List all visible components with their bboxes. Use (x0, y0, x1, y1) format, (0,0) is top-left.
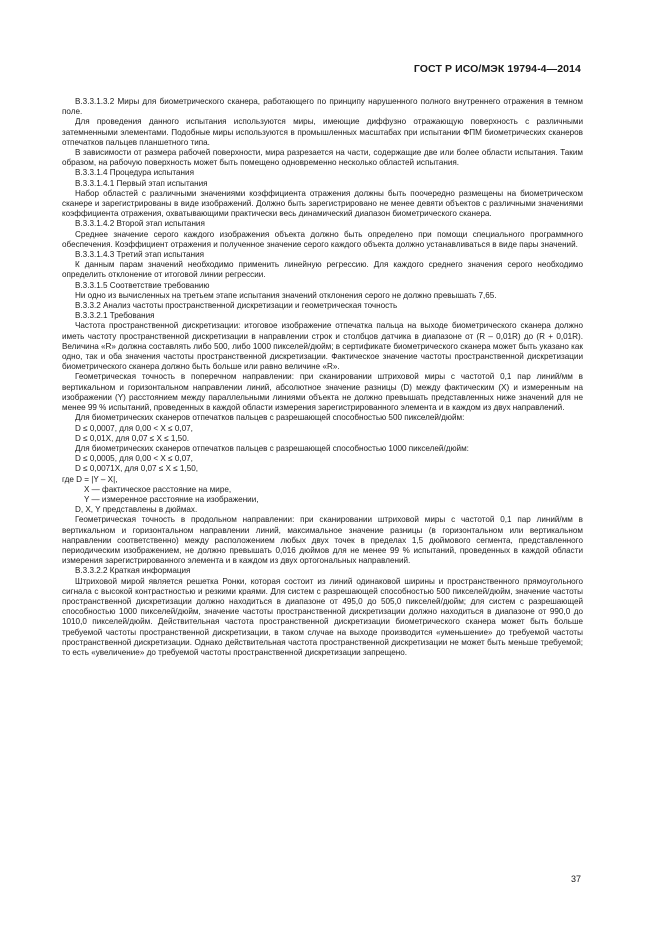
paragraph: Ни одно из вычисленных на третьем этапе испытания значений отклонения серого не должно превышать 7,65. (75, 290, 497, 300)
formula: D ≤ 0,01X, для 0,07 ≤ X ≤ 1,50. (75, 433, 189, 443)
section-heading: В.3.3.1.4.2 Второй этап испытания (75, 219, 205, 229)
section-heading: В.3.3.1.4 Процедура испытания (75, 168, 194, 178)
document-body (62, 97, 583, 658)
formula-where: где D = |Y – X|, (62, 474, 118, 484)
paragraph: К данным парам значений необходимо применить линейную регрессию. Для каждого среднего значения серого необходимо определить отклонение от итоговой линии регрессии. (62, 260, 583, 280)
document-header: ГОСТ Р ИСО/МЭК 19794-4—2014 (413, 63, 581, 75)
section-heading: В.3.3.2.1 Требования (75, 311, 155, 321)
paragraph: Для проведения данного испытания используются миры, имеющие диффузно отражающую поверхность с различными затемненными элементами. Подобные миры используются в промышленных масштабах при испытании ФПМ биометрических сканеров отпечатков пальцев планшетного типа. (62, 117, 583, 147)
section-heading: В.3.3.1.5 Соответствие требованию (75, 280, 210, 290)
paragraph: Геометрическая точность в продольном направлении: при сканировании штриховой миры с частотой 0,1 пар линий/мм в вертикальном и горизонтальном направлении линий, максимальное значение разницы (в горизонтальном или вертикальном направлении соответственно) между расположением любых двух точек в пределах 1,5 дюймового сегмента, представленного периодическим изображением, не должно превышать 0,016 дюймов для не менее 99 % испытаний, проведенных в каждой области измерения зарегистрированного элемента и в каждом из двух ортогональных направлений. (62, 515, 583, 566)
formula-legend: Y — измеренное расстояние на изображении, (84, 494, 259, 504)
formula-legend: X — фактическое расстояние на мире, (84, 484, 232, 494)
formula-legend: D, X, Y представлены в дюймах. (75, 505, 198, 515)
formula: D ≤ 0,0007, для 0,00 < X ≤ 0,07, (75, 423, 193, 433)
paragraph: Среднее значение серого каждого изображения объекта должно быть определено при помощи специального программного обеспечения. Коэффициент отражения и полученное значение серого каждого объекта должно устанавливаться в виде пары значений. (62, 229, 583, 249)
paragraph: Для биометрических сканеров отпечатков пальцев с разрешающей способностью 1000 пикселей/дюйм: (75, 443, 469, 453)
paragraph: В.3.3.1.3.2 Миры для биометрического сканера, работающего по принципу нарушенного полного внутреннего отражения в темном поле. (62, 97, 583, 117)
section-heading: В.3.3.1.4.1 Первый этап испытания (75, 178, 208, 188)
formula: D ≤ 0,0071X, для 0,07 ≤ X ≤ 1,50, (75, 464, 199, 474)
paragraph: В зависимости от размера рабочей поверхности, мира разрезается на части, содержащие две или более области испытания. Таким образом, на рабочую поверхность может быть помещено одновременно несколько областей испытания. (62, 148, 583, 168)
page-number: 37 (570, 874, 581, 884)
formula: D ≤ 0,0005, для 0,00 < X ≤ 0,07, (75, 454, 193, 464)
paragraph: Частота пространственной дискретизации: итоговое изображение отпечатка пальца на выходе биометрического сканера должно иметь частоту пространственной дискретизации в направлении строк и столбцов датчика в диапазоне от (R – 0,01R) до (R + 0,01R). Величина «R» должна составлять либо 500, либо 1000 пикселей/дюйм; в сертификате биометрического сканера может быть указано как одно, так и оба значения частоты пространственной дискретизации. Фактическое значение частоты пространственной дискретизации биометрического сканера должно быть больше или равно величине «R». (62, 321, 583, 372)
paragraph: Штриховой мирой является решетка Ронки, которая состоит из линий одинаковой ширины и пространственного прямоугольного сигнала с высокой контрастностью и резкими краями. Для систем с разрешающей способностью 500 пикселей/дюйм, значение частоты пространственной дискретизации должно находиться в диапазоне от 495,0 до 505,0 пикселей/дюйм; для систем с разрешающей способностью 1000 пикселей/дюйм, значение частоты пространственной дискретизации должно находиться в диапазоне от 990,0 до 1010,0 пикселей/дюйм. Действительная частота пространственной дискретизации биометрического сканера может быть больше требуемой частоты пространственной дискретизации, в таком случае на выходе производится «уменьшение» до требуемой частоты пространственной дискретизации. Однако действительная частота пространственной дискретизации не может быть меньше требуемой; то есть «увеличение» до требуемой частоты пространственной дискретизации запрещено. (62, 576, 583, 657)
paragraph: Геометрическая точность в поперечном направлении: при сканировании штриховой миры с частотой 0,1 пар линий/мм в вертикальном и горизонтальном направлении линий, абсолютное значение разницы (D) между фактическим (X) и измеренным на изображении (Y) расстоянием между параллельными линиями объекта не должно превышать представленных ниже значений для не менее 99 % испытаний, проведенных в каждой области измерения зарегистрированного элемента и в каждом из двух направлений. (62, 372, 583, 413)
section-heading: В.3.3.2.2 Краткая информация (75, 566, 191, 576)
paragraph: Для биометрических сканеров отпечатков пальцев с разрешающей способностью 500 пикселей/дюйм: (75, 413, 465, 423)
section-heading: В.3.3.1.4.3 Третий этап испытания (75, 250, 205, 260)
paragraph: Набор областей с различными значениями коэффициента отражения должны быть поочередно размещены на биометрическом сканере и зарегистрированы в виде изображений. Должно быть зарегистрировано не менее девяти объектов с различными значениями коэффициента отражения, охватывающими практически весь динамический диапазон биометрического сканера. (62, 188, 583, 219)
section-heading: В.3.3.2 Анализ частоты пространственной дискретизации и геометрическая точность (75, 301, 398, 311)
